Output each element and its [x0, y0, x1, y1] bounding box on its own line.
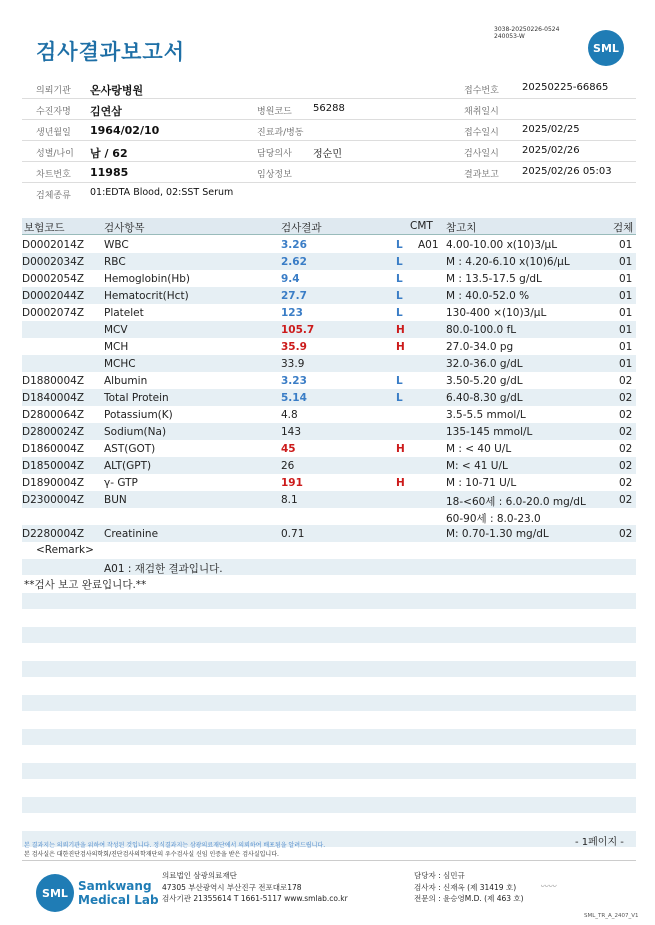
cell-reference: M : 40.0-52.0 % [446, 290, 530, 302]
cell-code: D0002044Z [22, 290, 85, 302]
cell-code: D0002034Z [22, 256, 85, 268]
table-row [22, 270, 636, 287]
cell-specimen: 02 [619, 528, 633, 540]
col-test-item: 검사항목 [104, 222, 145, 234]
cell-item: WBC [104, 239, 129, 251]
label-receipt-date: 접수일시 [464, 128, 499, 138]
cell-reference: 27.0-34.0 pg [446, 341, 514, 353]
stripe [22, 661, 636, 677]
cell-result: 26 [281, 460, 295, 472]
col-insurance-code: 보험코드 [24, 222, 65, 234]
cell-reference: M : 13.5-17.5 g/dL [446, 273, 542, 285]
cell-flag: L [396, 273, 403, 285]
table-row [22, 236, 636, 253]
cell-code: D1880004Z [22, 375, 85, 387]
stripe [22, 729, 636, 745]
report-complete-text: **검사 보고 완료입니다.** [24, 579, 147, 591]
cell-reference: 130-400 ×(10)3/μL [446, 307, 547, 319]
page-title: 검사결과보고서 [36, 40, 186, 64]
label-clinical-info: 임상정보 [257, 170, 292, 180]
cell-result: 123 [281, 307, 303, 319]
cell-flag: H [396, 443, 405, 455]
cell-flag: L [396, 256, 403, 268]
cell-item: Hemoglobin(Hb) [104, 273, 191, 285]
cell-code: D2300004Z [22, 494, 85, 506]
cell-code: D0002014Z [22, 239, 85, 251]
cell-flag: L [396, 307, 403, 319]
cell-reference: 3.50-5.20 g/dL [446, 375, 523, 387]
label-report-time: 결과보고 [464, 170, 499, 180]
cell-reference: M: < 41 U/L [446, 460, 508, 472]
page-number: - 1페이지 - [575, 837, 624, 848]
footer-divider [22, 860, 636, 861]
table-row [22, 440, 636, 457]
cell-code: D2280004Z [22, 528, 85, 540]
org-address: 47305 부산광역시 부산진구 전포대로178 [162, 883, 302, 892]
cell-item: Potassium(K) [104, 409, 173, 421]
cell-specimen: 02 [619, 426, 633, 438]
stripe [22, 695, 636, 711]
cell-result: 35.9 [281, 341, 307, 353]
staff-tester: 검사자 : 신재옥 (제 31419 호) [414, 883, 517, 892]
cell-item: MCV [104, 324, 128, 336]
brand-name-line2: Medical Lab [78, 893, 159, 907]
cell-result: 2.62 [281, 256, 307, 268]
label-collection-time: 채취일시 [464, 107, 499, 117]
cell-reference: M: 0.70-1.30 mg/dL [446, 528, 549, 540]
cell-specimen: 01 [619, 307, 633, 319]
label-test-date: 검사일시 [464, 149, 499, 159]
cell-item: BUN [104, 494, 127, 506]
cell-specimen: 01 [619, 324, 633, 336]
value-receipt-date: 2025/02/25 [522, 124, 580, 135]
table-row [22, 321, 636, 338]
value-receipt-no: 20250225-66865 [522, 82, 609, 93]
cell-result: 5.14 [281, 392, 307, 404]
value-birthdate: 1964/02/10 [90, 124, 160, 137]
table-row [22, 508, 636, 525]
label-doctor: 담당의사 [257, 149, 292, 159]
cell-reference: 6.40-8.30 g/dL [446, 392, 523, 404]
staff-specialist: 전문의 : 윤승영M.D. (제 463 호) [414, 894, 524, 903]
cell-flag: L [396, 392, 403, 404]
cell-item: ALT(GPT) [104, 460, 152, 472]
cell-flag: L [396, 290, 403, 302]
document-id-line2: 240053-W [494, 33, 525, 40]
cell-result: 9.4 [281, 273, 300, 285]
cell-flag: H [396, 477, 405, 489]
cell-item: Platelet [104, 307, 144, 319]
cell-code: D0002074Z [22, 307, 85, 319]
cell-item: AST(GOT) [104, 443, 156, 455]
cell-specimen: 01 [619, 273, 633, 285]
label-specimen-type: 검체종류 [36, 191, 71, 201]
sml-logo: SML [36, 874, 74, 912]
table-row [22, 457, 636, 474]
cell-reference: 18-<60세 : 6.0-20.0 mg/dL [446, 496, 586, 508]
label-sex-age: 성별/나이 [36, 149, 74, 159]
cell-code: D1890004Z [22, 477, 85, 489]
info-row-6 [22, 183, 636, 203]
cell-reference: M : < 40 U/L [446, 443, 512, 455]
cell-item: RBC [104, 256, 126, 268]
label-patient-name: 수진자명 [36, 107, 71, 117]
cell-code: D0002054Z [22, 273, 85, 285]
label-department: 진료과/병동 [257, 128, 304, 138]
table-row [22, 525, 636, 542]
cell-item: Creatinine [104, 528, 159, 540]
table-row [22, 253, 636, 270]
cell-reference: 32.0-36.0 g/dL [446, 358, 523, 370]
org-contact: 검사기관 21355614 T 1661-5117 www.smlab.co.kr [162, 894, 348, 903]
info-row-1 [22, 78, 636, 99]
cell-code: D2800064Z [22, 409, 85, 421]
value-report-time: 2025/02/26 05:03 [522, 166, 612, 177]
cell-item: Albumin [104, 375, 148, 387]
cell-result: 4.8 [281, 409, 298, 421]
cell-specimen: 02 [619, 494, 633, 506]
value-test-date: 2025/02/26 [522, 145, 580, 156]
table-row [22, 372, 636, 389]
cell-code: D1860004Z [22, 443, 85, 455]
value-chart-no: 11985 [90, 166, 129, 179]
cell-reference: M : 4.20-6.10 x(10)6/μL [446, 256, 570, 268]
table-row [22, 304, 636, 321]
brand-name-line1: Samkwang [78, 879, 152, 893]
cell-item: Sodium(Na) [104, 426, 167, 438]
remark-text: A01 : 재검한 결과입니다. [104, 563, 223, 575]
label-receipt-no: 접수번호 [464, 86, 499, 96]
cell-reference: 3.5-5.5 mmol/L [446, 409, 526, 421]
cell-item: Total Protein [104, 392, 169, 404]
table-row [22, 355, 636, 372]
label-chart-no: 차트번호 [36, 170, 71, 180]
cell-item: MCHC [104, 358, 136, 370]
cell-flag: H [396, 324, 405, 336]
staff-in-charge: 담당자 : 심민규 [414, 871, 465, 880]
cell-specimen: 01 [619, 290, 633, 302]
col-specimen: 검체 [613, 222, 634, 234]
cell-reference: 60-90세 : 8.0-23.0 [446, 513, 541, 525]
table-row [22, 406, 636, 423]
signature-image: 〰〰 [540, 882, 556, 891]
table-row [22, 474, 636, 491]
table-row [22, 338, 636, 355]
cell-item: MCH [104, 341, 129, 353]
cell-reference: 80.0-100.0 fL [446, 324, 517, 336]
cell-item: γ- GTP [104, 477, 138, 489]
document-id-line1: 3038-20250226-0524 [494, 26, 560, 33]
cell-result: 105.7 [281, 324, 315, 336]
remark-label: <Remark> [36, 544, 94, 556]
cell-specimen: 01 [619, 239, 633, 251]
info-row-3 [22, 120, 636, 141]
label-requesting-org: 의뢰기관 [36, 86, 71, 96]
cell-code: D1840004Z [22, 392, 85, 404]
label-birthdate: 생년월일 [36, 128, 71, 138]
cell-result: 143 [281, 426, 302, 438]
cell-code: D2800024Z [22, 426, 85, 438]
cell-result: 45 [281, 443, 296, 455]
table-row [22, 389, 636, 406]
stripe [22, 627, 636, 643]
cell-specimen: 01 [619, 341, 633, 353]
document-id [494, 26, 559, 40]
cell-specimen: 02 [619, 392, 633, 404]
cell-reference: M : 10-71 U/L [446, 477, 517, 489]
cell-reference: 4.00-10.00 x(10)3/μL [446, 239, 558, 251]
label-hospital-code: 병원코드 [257, 107, 292, 117]
cell-result: 191 [281, 477, 303, 489]
sml-logo-top: SML [588, 30, 624, 66]
cell-flag: L [396, 239, 403, 251]
info-row-2 [22, 99, 636, 120]
notice-line-1: 본 결과지는 의뢰기관을 위하여 작성된 것입니다. 정식결과지는 삼광의료재단에서 의뢰하여 배포됨을 알려드립니다. [24, 842, 326, 849]
notice-line-2: 본 검사실은 대한진단검사의학회/진단검사의학재단의 우수검사실 신임 인증을 받은 검사실입니다. [24, 851, 279, 858]
cell-item: Hematocrit(Hct) [104, 290, 189, 302]
stripe [22, 763, 636, 779]
value-sex-age: 남 / 62 [90, 147, 128, 160]
col-result: 검사결과 [281, 222, 322, 234]
col-reference: 참고치 [446, 222, 477, 234]
cell-result: 0.71 [281, 528, 305, 540]
cell-cmt: A01 [418, 239, 439, 251]
info-row-5 [22, 162, 636, 183]
table-row [22, 423, 636, 440]
cell-result: 27.7 [281, 290, 307, 302]
cell-specimen: 02 [619, 443, 633, 455]
results-table-header [22, 218, 636, 235]
col-cmt: CMT [410, 220, 433, 232]
value-specimen-type: 01:EDTA Blood, 02:SST Serum [90, 187, 234, 198]
form-code: SML_TR_A_2407_V1 [584, 913, 639, 919]
cell-result: 3.23 [281, 375, 307, 387]
cell-flag: H [396, 341, 405, 353]
cell-specimen: 02 [619, 375, 633, 387]
brand-name [78, 879, 159, 907]
cell-flag: L [396, 375, 403, 387]
stripe [22, 593, 636, 609]
cell-specimen: 01 [619, 256, 633, 268]
org-name: 의료법인 삼광의료재단 [162, 871, 237, 880]
cell-result: 3.26 [281, 239, 307, 251]
cell-result: 8.1 [281, 494, 298, 506]
cell-code: D1850004Z [22, 460, 85, 472]
cell-specimen: 01 [619, 358, 633, 370]
cell-reference: 135-145 mmol/L [446, 426, 533, 438]
table-row [22, 491, 636, 508]
cell-result: 33.9 [281, 358, 305, 370]
value-patient-name: 김연삼 [90, 105, 122, 118]
table-row [22, 287, 636, 304]
value-requesting-org: 온사랑병원 [90, 84, 144, 97]
stripe [22, 797, 636, 813]
value-hospital-code: 56288 [313, 103, 345, 114]
cell-specimen: 02 [619, 477, 633, 489]
cell-specimen: 02 [619, 460, 633, 472]
info-row-4 [22, 141, 636, 162]
cell-specimen: 02 [619, 409, 633, 421]
value-doctor: 정순민 [313, 149, 342, 160]
